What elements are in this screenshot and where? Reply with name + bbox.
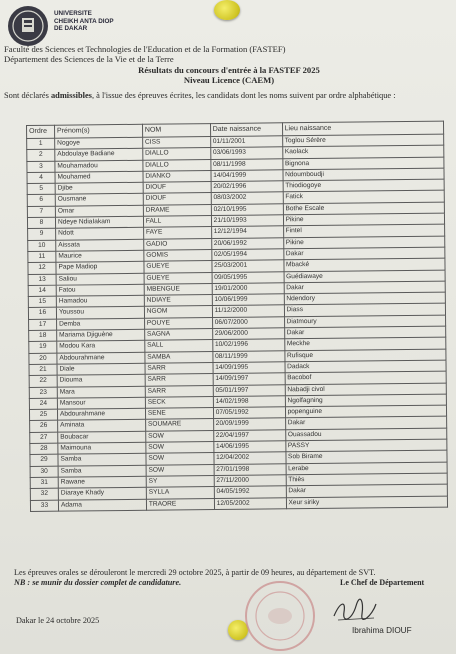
cell-prenom: Diaraye Khady	[58, 487, 146, 499]
cell-date-naissance: 08/11/1999	[213, 350, 285, 362]
cell-nom: SECK	[145, 396, 213, 408]
cell-prenom: Aminata	[58, 420, 146, 432]
cell-date-naissance: 08/11/1998	[211, 158, 283, 170]
cell-date-naissance: 14/09/1997	[213, 373, 285, 385]
cell-lieu-naissance: Ngolfagning	[285, 394, 447, 407]
cell-prenom: Omar	[55, 205, 143, 217]
cell-nom: DIALLO	[143, 148, 211, 160]
cell-nom: DIANKO	[143, 170, 211, 182]
cell-ordre: 9	[28, 229, 56, 241]
cell-date-naissance: 02/05/1994	[211, 249, 283, 261]
cell-prenom: Mouhamadou	[55, 160, 143, 172]
cell-prenom: Fatou	[56, 284, 144, 296]
cell-date-naissance: 14/04/1999	[211, 170, 283, 182]
cell-prenom: Youssou	[56, 307, 144, 319]
cell-date-naissance: 10/02/1996	[212, 339, 284, 351]
cell-lieu-naissance: Bignona	[282, 157, 444, 170]
intro-paragraph: Sont déclarés admissibles, à l'issue des épreuves écrites, les candidats dont les noms suivent par ordre alphabétique :	[4, 91, 396, 100]
cell-date-naissance: 21/10/1993	[211, 215, 283, 227]
cell-prenom: Ousmane	[55, 194, 143, 206]
cell-date-naissance: 08/03/2002	[211, 192, 283, 204]
cell-prenom: Mariama Djiguène	[57, 329, 145, 341]
cell-lieu-naissance: Ndoumboudji	[283, 168, 445, 181]
cell-lieu-naissance: Nabadji civol	[285, 383, 447, 396]
cell-prenom: Boubacar	[58, 431, 146, 443]
cell-date-naissance: 22/04/1997	[213, 430, 285, 442]
pushpin-top	[214, 0, 240, 20]
cell-nom: SOUMARE	[145, 419, 213, 431]
cell-date-naissance: 03/06/1993	[210, 147, 282, 159]
cell-nom: SOW	[146, 464, 214, 476]
cell-nom: FAYE	[143, 227, 211, 239]
cell-prenom: Samba	[58, 454, 146, 466]
cell-ordre: 14	[28, 285, 56, 297]
cell-prenom: Ndott	[56, 228, 144, 240]
cell-prenom: Abdoulaye Badiane	[55, 149, 143, 161]
cell-nom: GADIO	[144, 238, 212, 250]
document-date: Dakar le 24 octobre 2025	[16, 616, 100, 625]
cell-date-naissance: 04/05/1992	[214, 486, 286, 498]
cell-lieu-naissance: Dakar	[284, 281, 446, 294]
cell-prenom: Maurice	[56, 250, 144, 262]
cell-prenom: Demba	[57, 318, 145, 330]
document-header	[4, 44, 454, 86]
cell-ordre: 10	[28, 240, 56, 252]
cell-prenom: Nogoye	[55, 137, 143, 149]
cell-nom: NDIAYE	[144, 295, 212, 307]
cell-ordre: 17	[29, 319, 57, 331]
cell-nom: SYLLA	[146, 487, 214, 499]
cell-lieu-naissance: Pikine	[283, 213, 445, 226]
cell-ordre: 19	[29, 342, 57, 354]
cell-ordre: 27	[30, 432, 58, 444]
cell-lieu-naissance: Thiès	[286, 473, 448, 486]
cell-lieu-naissance: Lerabe	[286, 462, 448, 475]
cell-date-naissance: 09/05/1995	[212, 271, 284, 283]
cell-nom: MBENGUE	[144, 283, 212, 295]
cell-nom: FALL	[143, 216, 211, 228]
cell-prenom: Hamadou	[56, 295, 144, 307]
cell-prenom: Aissata	[56, 239, 144, 251]
cell-ordre: 5	[27, 183, 55, 195]
cell-nom: DRAME	[143, 204, 211, 216]
cell-nom: CISS	[142, 137, 210, 149]
cell-date-naissance: 14/06/1995	[213, 441, 285, 453]
cell-prenom: Saliou	[56, 273, 144, 285]
document-subtitle: Niveau Licence (CAEM)	[183, 75, 275, 86]
cell-lieu-naissance: Fintel	[283, 224, 445, 237]
cell-ordre: 6	[27, 195, 55, 207]
cell-lieu-naissance: Diass	[284, 304, 446, 317]
cell-lieu-naissance: Ouassadou	[285, 428, 447, 441]
cell-lieu-naissance: Mbacké	[283, 258, 445, 271]
cell-ordre: 23	[29, 387, 57, 399]
cell-prenom: Diale	[57, 363, 145, 375]
header-nom: NOM	[142, 124, 210, 138]
cell-lieu-naissance: Dakar	[283, 247, 445, 260]
cell-ordre: 18	[29, 330, 57, 342]
cell-lieu-naissance: Sob Birame	[285, 450, 447, 463]
document-title: Résultats du concours d'entrée à la FASTEF 2025	[138, 64, 320, 75]
cell-ordre: 16	[28, 308, 56, 320]
signatory-name: Ibrahima DIOUF	[352, 626, 412, 635]
faculty-name: Faculté des Sciences et Technologies de l'Education et de la Formation (FASTEF)	[4, 44, 286, 54]
cell-ordre: 2	[27, 149, 55, 161]
cell-nom: DIALLO	[143, 159, 211, 171]
cell-ordre: 13	[28, 274, 56, 286]
cell-lieu-naissance: popenguine	[285, 405, 447, 418]
cell-date-naissance: 14/02/1998	[213, 396, 285, 408]
cell-date-naissance: 25/03/2001	[212, 260, 284, 272]
cell-lieu-naissance: Xeur siriky	[286, 496, 448, 509]
cell-lieu-naissance: Dadack	[285, 360, 447, 373]
cell-ordre: 4	[27, 172, 55, 184]
cell-ordre: 15	[28, 296, 56, 308]
cell-prenom: Maimouna	[58, 442, 146, 454]
cell-ordre: 11	[28, 251, 56, 263]
cell-date-naissance: 11/12/2000	[212, 305, 284, 317]
cell-date-naissance: 05/01/1997	[213, 384, 285, 396]
cell-date-naissance: 29/06/2000	[212, 328, 284, 340]
cell-nom: DIOUF	[143, 193, 211, 205]
cell-prenom: Ndeye NdiaIakam	[55, 216, 143, 228]
cell-lieu-naissance: Guédiawaye	[284, 270, 446, 283]
cell-date-naissance: 14/09/1995	[213, 362, 285, 374]
cell-prenom: Abdourahmane	[57, 352, 145, 364]
cell-lieu-naissance: Dakar	[286, 484, 448, 497]
cell-lieu-naissance: Pikine	[283, 236, 445, 249]
cell-date-naissance: 12/04/2002	[214, 452, 286, 464]
cell-lieu-naissance: PASSY	[285, 439, 447, 452]
cell-nom: SENE	[145, 408, 213, 420]
cell-nom: SALL	[145, 340, 213, 352]
nb-notice: NB : se munir du dossier complet de candidature.	[14, 578, 182, 587]
cell-ordre: 25	[29, 409, 57, 421]
cell-nom: DIOUF	[143, 182, 211, 194]
cell-date-naissance: 12/05/2002	[214, 497, 286, 509]
cell-ordre: 20	[29, 353, 57, 365]
cell-lieu-naissance: Ndendory	[284, 292, 446, 305]
cell-date-naissance: 12/12/1994	[211, 226, 283, 238]
cell-date-naissance: 07/05/1992	[213, 407, 285, 419]
cell-lieu-naissance: Toglou Sérère	[282, 134, 444, 147]
cell-lieu-naissance: Thiodiogoye	[283, 179, 445, 192]
cell-nom: SARR	[145, 374, 213, 386]
cell-date-naissance: 01/11/2001	[210, 136, 282, 148]
cell-date-naissance: 27/01/1998	[214, 463, 286, 475]
cell-ordre: 3	[27, 161, 55, 173]
cell-date-naissance: 02/10/1995	[211, 204, 283, 216]
cell-ordre: 22	[29, 375, 57, 387]
cell-date-naissance: 27/11/2000	[214, 475, 286, 487]
cell-ordre: 26	[30, 421, 58, 433]
cell-nom: SOW	[146, 442, 214, 454]
cell-date-naissance: 20/02/1996	[211, 181, 283, 193]
cell-date-naissance: 19/01/2000	[212, 283, 284, 295]
cell-lieu-naissance: Bacobof	[285, 371, 447, 384]
cell-nom: SOW	[146, 430, 214, 442]
cell-prenom: Djibe	[55, 182, 143, 194]
university-name: UNIVERSITE CHEIKH ANTA DIOP DE DAKAR	[54, 10, 114, 32]
cell-lieu-naissance: Dakar	[284, 326, 446, 339]
header-date-naissance: Date naissance	[210, 123, 282, 137]
cell-ordre: 12	[28, 262, 56, 274]
chef-title: Le Chef de Département	[340, 578, 425, 587]
header-prenom: Prénom(s)	[54, 124, 142, 138]
cell-prenom: Rawane	[58, 476, 146, 488]
cell-nom: SARR	[145, 385, 213, 397]
cell-prenom: Adama	[58, 499, 146, 511]
signature	[330, 594, 380, 624]
admissible-candidates-table	[26, 121, 448, 512]
cell-ordre: 7	[27, 206, 55, 218]
cell-nom: SAGNA	[144, 329, 212, 341]
cell-prenom: Mara	[57, 386, 145, 398]
cell-ordre: 33	[30, 500, 58, 512]
cell-ordre: 21	[29, 364, 57, 376]
cell-lieu-naissance: Meckhe	[284, 337, 446, 350]
cell-nom: POUYE	[144, 317, 212, 329]
cell-nom: GUEYE	[144, 272, 212, 284]
cell-lieu-naissance: Fatick	[283, 191, 445, 204]
cell-ordre: 30	[30, 466, 58, 478]
cell-ordre: 28	[30, 443, 58, 455]
cell-prenom: Pape Madiop	[56, 262, 144, 274]
cell-ordre: 32	[30, 488, 58, 500]
cell-ordre: 24	[29, 398, 57, 410]
cell-nom: GOMIS	[144, 250, 212, 262]
cell-prenom: Modou Kara	[57, 341, 145, 353]
cell-lieu-naissance: Rufisque	[284, 349, 446, 362]
department-stamp	[232, 572, 328, 654]
cell-ordre: 31	[30, 477, 58, 489]
department-name: Département des Sciences de la Vie et de la Terre	[4, 54, 174, 65]
cell-lieu-naissance: Kaolack	[282, 145, 444, 158]
cell-ordre: 1	[27, 138, 55, 150]
university-logo	[6, 4, 50, 48]
cell-nom: NGOM	[144, 306, 212, 318]
cell-date-naissance: 20/06/1992	[211, 237, 283, 249]
cell-nom: GUEYE	[144, 261, 212, 273]
cell-prenom: Mansour	[57, 397, 145, 409]
header-lieu-naissance: Lieu naissance	[282, 121, 444, 136]
cell-prenom: Abdourahmane	[57, 408, 145, 420]
cell-nom: TRAORE	[146, 498, 214, 510]
header-ordre: Ordre	[27, 125, 55, 138]
cell-prenom: Diouma	[57, 375, 145, 387]
cell-nom: SOW	[146, 453, 214, 465]
cell-ordre: 8	[27, 217, 55, 229]
oral-exam-notice: Les épreuves orales se dérouleront le mercredi 29 octobre 2025, à partir de 09 heures, au département de SVT.	[14, 568, 376, 577]
cell-ordre: 29	[30, 454, 58, 466]
cell-nom: SARR	[145, 362, 213, 374]
cell-lieu-naissance: Diatmoury	[284, 315, 446, 328]
cell-nom: SAMBA	[145, 351, 213, 363]
cell-prenom: Samba	[58, 465, 146, 477]
cell-lieu-naissance: Dakar	[285, 417, 447, 430]
cell-nom: SY	[146, 475, 214, 487]
cell-date-naissance: 06/07/2000	[212, 317, 284, 329]
cell-date-naissance: 10/06/1999	[212, 294, 284, 306]
cell-date-naissance: 20/09/1999	[213, 418, 285, 430]
cell-prenom: Mouhamed	[55, 171, 143, 183]
cell-lieu-naissance: Bothe Escale	[283, 202, 445, 215]
